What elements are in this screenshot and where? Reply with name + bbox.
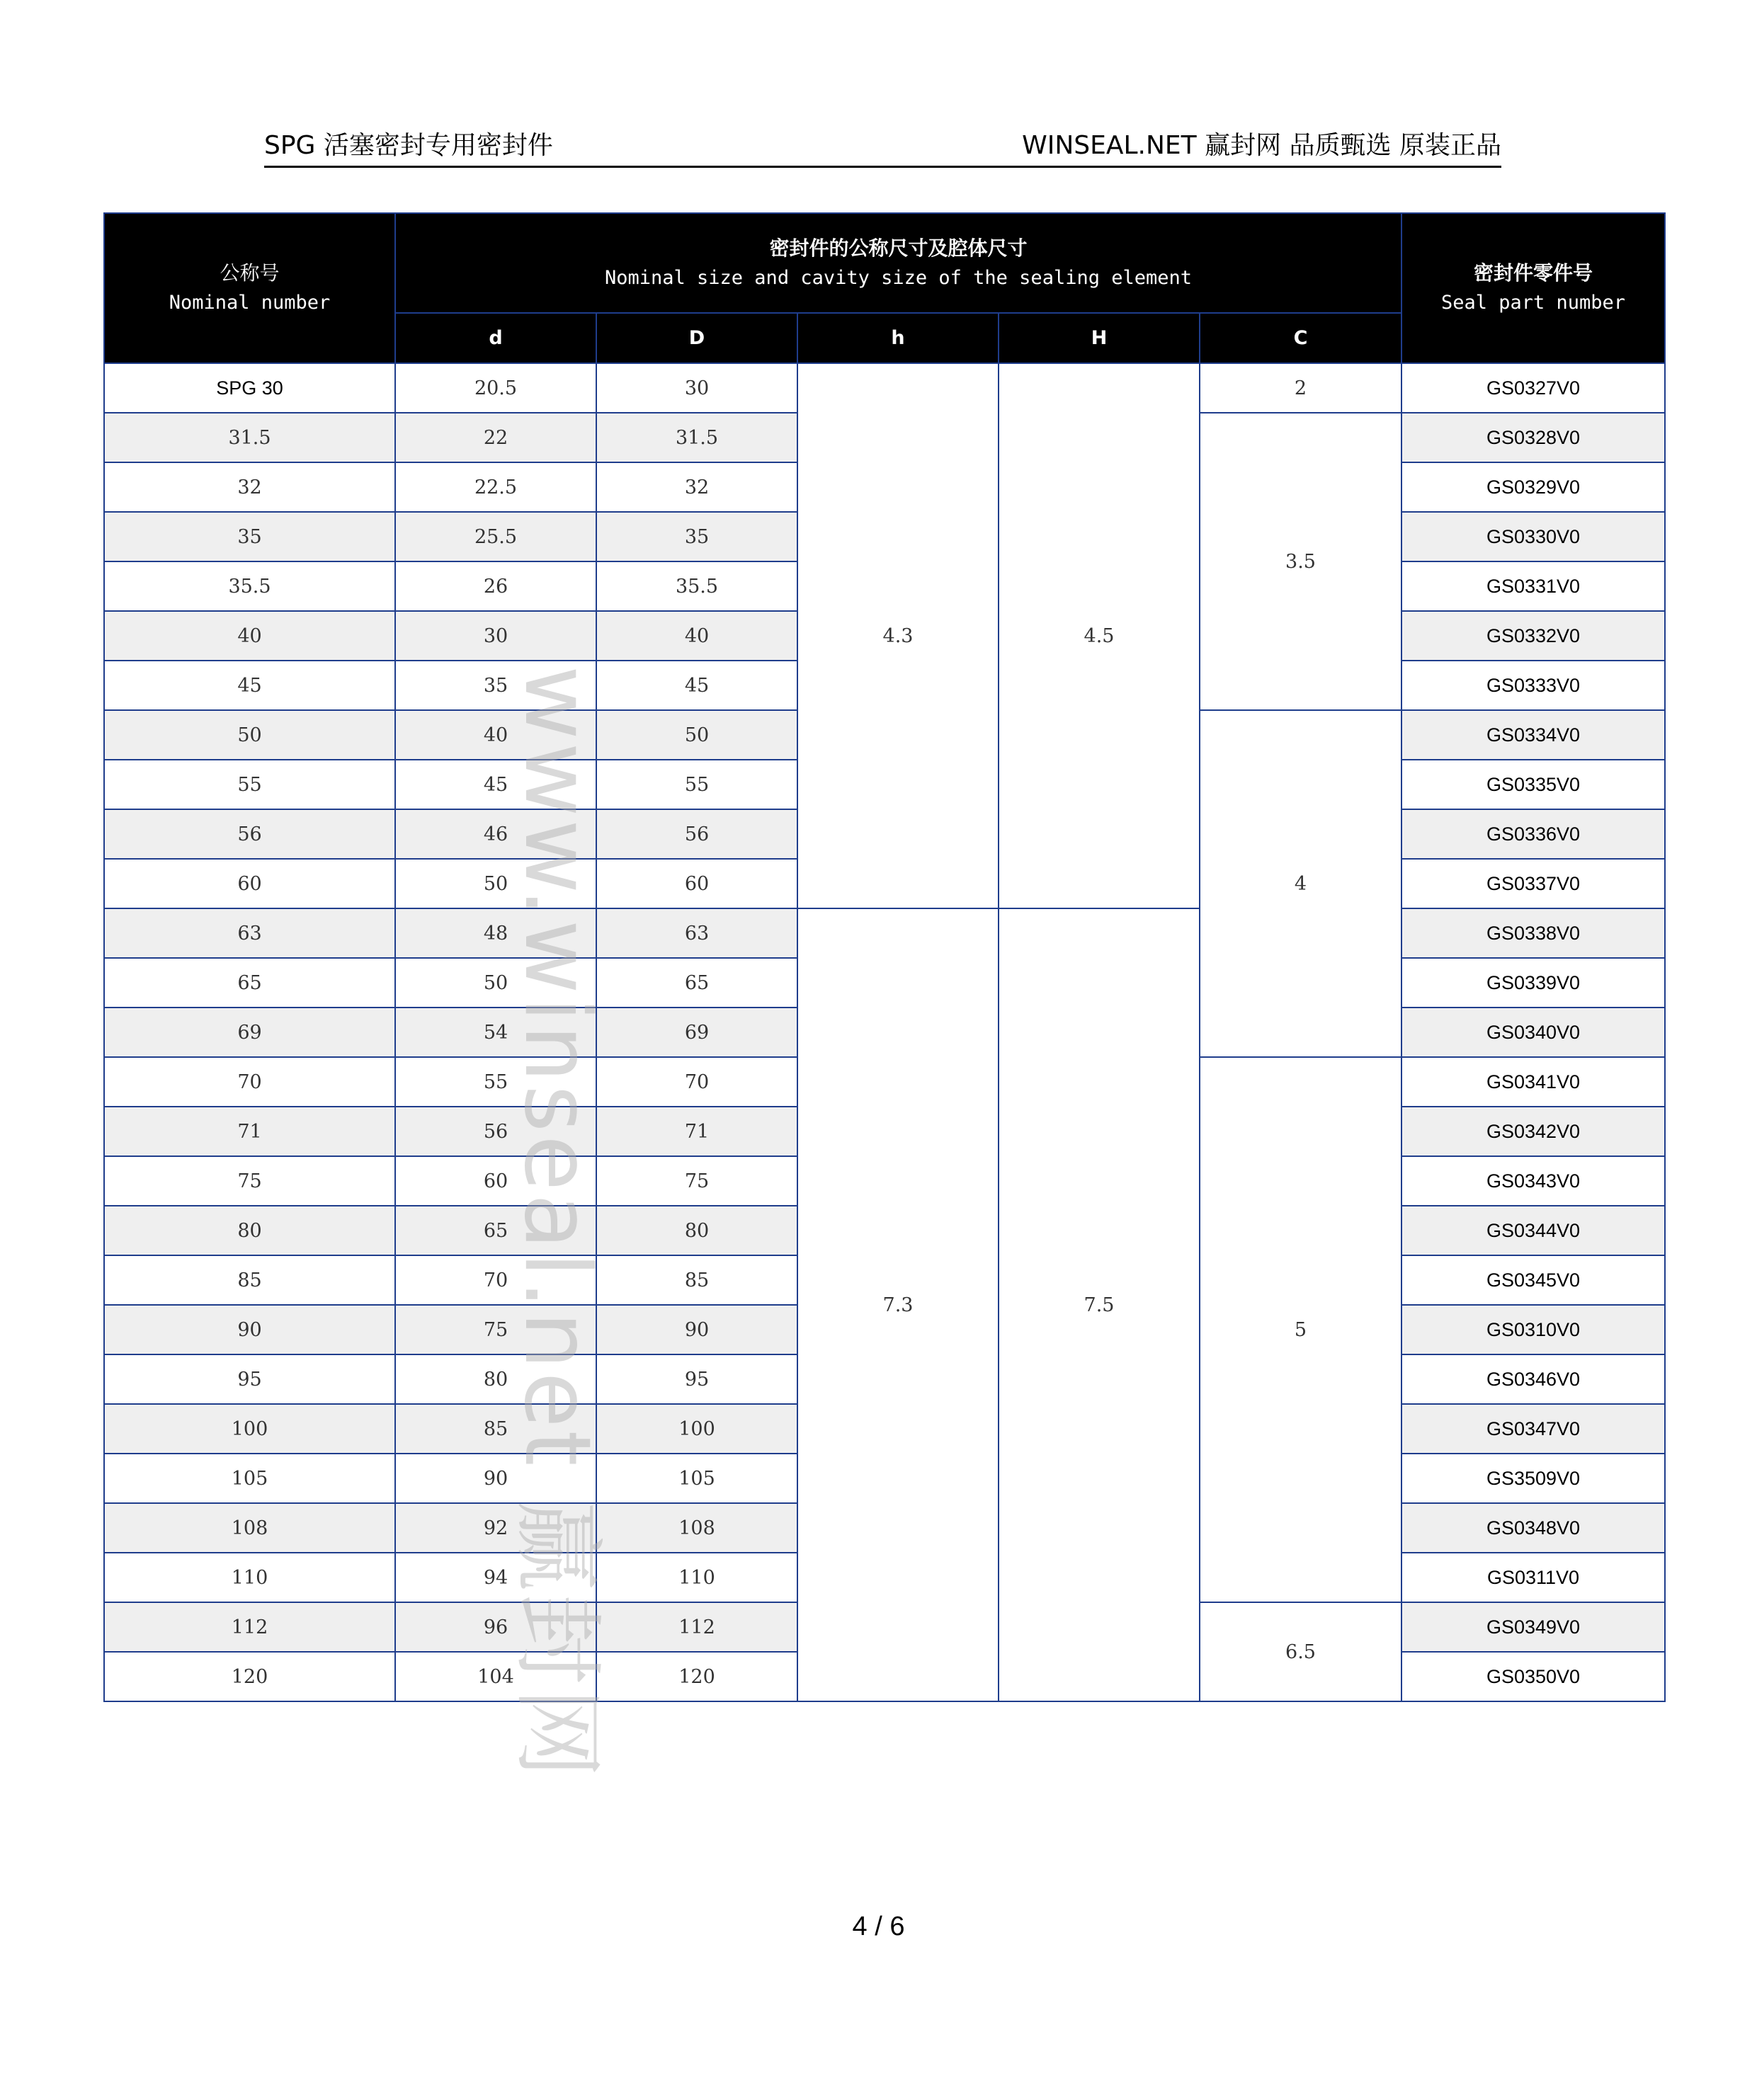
part-number-cell: GS0337V0 [1401,859,1665,908]
nominal-cell: 100 [104,1404,395,1454]
nominal-cell: 105 [104,1454,395,1503]
part-number-cell: GS0340V0 [1401,1008,1665,1057]
d-cell: 40 [395,710,596,760]
header-nominal-size: 密封件的公称尺寸及腔体尺寸 Nominal size and cavity size of the sealing element [395,213,1401,313]
d-cell: 30 [395,611,596,661]
D-cell: 55 [596,760,797,809]
D-cell: 120 [596,1652,797,1701]
d-cell: 90 [395,1454,596,1503]
D-cell: 108 [596,1503,797,1553]
D-cell: 63 [596,908,797,958]
page-number: 4 / 6 [852,1912,905,1941]
nominal-cell: 80 [104,1206,395,1255]
nominal-cell: 60 [104,859,395,908]
part-number-cell: GS0344V0 [1401,1206,1665,1255]
nominal-cell: 108 [104,1503,395,1553]
nominal-cell: 110 [104,1553,395,1602]
document-title: SPG 活塞密封专用密封件 [264,131,553,160]
header-h: h [797,313,999,363]
header-d: d [395,313,596,363]
D-cell: 75 [596,1156,797,1206]
part-number-cell: GS0349V0 [1401,1602,1665,1652]
d-cell: 20.5 [395,363,596,413]
nominal-cell: 85 [104,1255,395,1305]
d-cell: 22.5 [395,462,596,512]
nominal-cell: 50 [104,710,395,760]
d-cell: 85 [395,1404,596,1454]
table-row [104,363,1665,413]
header-C: C [1200,313,1401,363]
d-cell: 55 [395,1057,596,1107]
d-cell: 35 [395,661,596,710]
D-cell: 35 [596,512,797,561]
d-cell: 104 [395,1652,596,1701]
part-number-cell: GS0330V0 [1401,512,1665,561]
D-cell: 32 [596,462,797,512]
nominal-cell: 31.5 [104,413,395,462]
d-cell: 22 [395,413,596,462]
part-number-cell: GS0342V0 [1401,1107,1665,1156]
nominal-cell: 69 [104,1008,395,1057]
D-cell: 71 [596,1107,797,1156]
D-cell: 45 [596,661,797,710]
part-number-cell: GS0331V0 [1401,561,1665,611]
part-number-cell: GS0327V0 [1401,363,1665,413]
d-cell: 80 [395,1354,596,1404]
nominal-cell: 65 [104,958,395,1008]
part-number-cell: GS3509V0 [1401,1454,1665,1503]
C-cell: 6.5 [1200,1602,1401,1701]
page-header [264,120,1501,168]
part-number-cell: GS0329V0 [1401,462,1665,512]
D-cell: 70 [596,1057,797,1107]
header-D: D [596,313,797,363]
nominal-cell: 112 [104,1602,395,1652]
h-cell: 7.3 [797,908,999,1701]
C-cell: 3.5 [1200,413,1401,710]
part-number-cell: GS0338V0 [1401,908,1665,958]
nominal-cell: 55 [104,760,395,809]
D-cell: 110 [596,1553,797,1602]
H-cell: 7.5 [999,908,1200,1701]
D-cell: 31.5 [596,413,797,462]
d-cell: 26 [395,561,596,611]
D-cell: 40 [596,611,797,661]
d-cell: 75 [395,1305,596,1354]
D-cell: 50 [596,710,797,760]
d-cell: 48 [395,908,596,958]
C-cell: 4 [1200,710,1401,1057]
nominal-cell: 35 [104,512,395,561]
d-cell: 94 [395,1553,596,1602]
d-cell: 96 [395,1602,596,1652]
d-cell: 54 [395,1008,596,1057]
part-number-cell: GS0335V0 [1401,760,1665,809]
part-number-cell: GS0341V0 [1401,1057,1665,1107]
D-cell: 90 [596,1305,797,1354]
nominal-cell: 63 [104,908,395,958]
d-cell: 92 [395,1503,596,1553]
part-number-cell: GS0311V0 [1401,1553,1665,1602]
nominal-cell: 45 [104,661,395,710]
nominal-cell: 90 [104,1305,395,1354]
d-cell: 46 [395,809,596,859]
D-cell: 69 [596,1008,797,1057]
D-cell: 112 [596,1602,797,1652]
part-number-cell: GS0310V0 [1401,1305,1665,1354]
part-number-cell: GS0345V0 [1401,1255,1665,1305]
D-cell: 35.5 [596,561,797,611]
nominal-cell: 32 [104,462,395,512]
nominal-cell: 40 [104,611,395,661]
part-number-cell: GS0339V0 [1401,958,1665,1008]
nominal-cell: 35.5 [104,561,395,611]
header-nominal-number: 公称号 Nominal number [104,213,395,363]
C-cell: 5 [1200,1057,1401,1602]
site-tagline: WINSEAL.NET 赢封网 品质甄选 原装正品 [1022,131,1501,160]
D-cell: 85 [596,1255,797,1305]
part-number-cell: GS0347V0 [1401,1404,1665,1454]
seal-spec-table [103,212,1666,1702]
part-number-cell: GS0348V0 [1401,1503,1665,1553]
d-cell: 25.5 [395,512,596,561]
D-cell: 56 [596,809,797,859]
H-cell: 4.5 [999,363,1200,908]
part-number-cell: GS0332V0 [1401,611,1665,661]
nominal-cell: 75 [104,1156,395,1206]
part-number-cell: GS0334V0 [1401,710,1665,760]
part-number-cell: GS0343V0 [1401,1156,1665,1206]
part-number-cell: GS0333V0 [1401,661,1665,710]
header-H: H [999,313,1200,363]
d-cell: 56 [395,1107,596,1156]
nominal-cell: 120 [104,1652,395,1701]
part-number-cell: GS0328V0 [1401,413,1665,462]
D-cell: 95 [596,1354,797,1404]
d-cell: 65 [395,1206,596,1255]
C-cell: 2 [1200,363,1401,413]
D-cell: 100 [596,1404,797,1454]
nominal-cell: 56 [104,809,395,859]
part-number-cell: GS0336V0 [1401,809,1665,859]
D-cell: 65 [596,958,797,1008]
d-cell: 45 [395,760,596,809]
D-cell: 105 [596,1454,797,1503]
header-seal-part-number: 密封件零件号 Seal part number [1401,213,1665,363]
D-cell: 60 [596,859,797,908]
nominal-cell: SPG 30 [104,363,395,413]
nominal-cell: 71 [104,1107,395,1156]
D-cell: 30 [596,363,797,413]
table-row [104,908,1665,958]
part-number-cell: GS0350V0 [1401,1652,1665,1701]
nominal-cell: 70 [104,1057,395,1107]
nominal-cell: 95 [104,1354,395,1404]
D-cell: 80 [596,1206,797,1255]
d-cell: 50 [395,958,596,1008]
d-cell: 50 [395,859,596,908]
d-cell: 60 [395,1156,596,1206]
part-number-cell: GS0346V0 [1401,1354,1665,1404]
d-cell: 70 [395,1255,596,1305]
h-cell: 4.3 [797,363,999,908]
